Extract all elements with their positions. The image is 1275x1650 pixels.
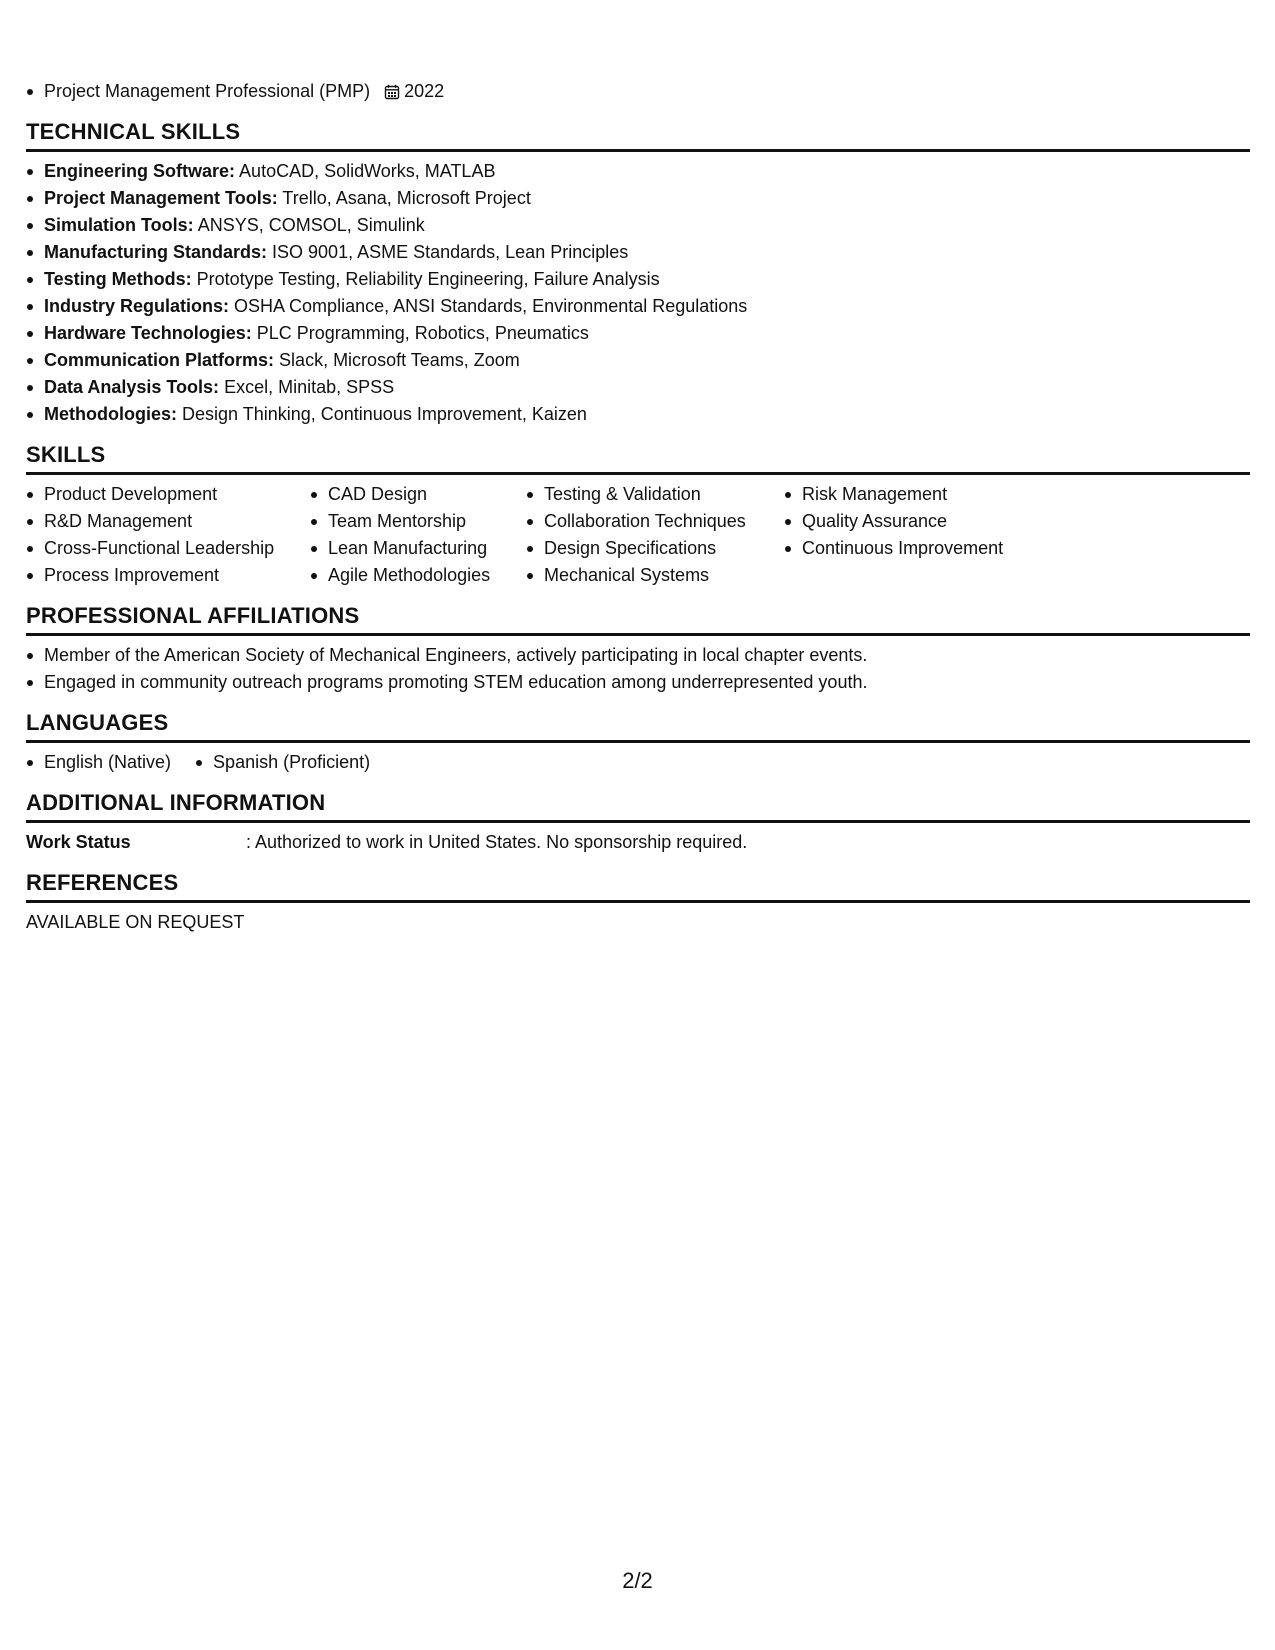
list-item bbox=[26, 266, 1250, 293]
list-item: Collaboration Techniques bbox=[526, 508, 766, 535]
list-item: Engaged in community outreach programs promoting STEM education among underrepresented youth. bbox=[26, 669, 1250, 696]
certification-item bbox=[26, 78, 1250, 105]
skill-value: Excel, Minitab, SPSS bbox=[224, 377, 395, 397]
list-item: Product Development bbox=[26, 481, 292, 508]
resume-page bbox=[26, 78, 1250, 936]
languages-list bbox=[26, 749, 1250, 776]
work-status-row bbox=[26, 829, 1250, 856]
work-status-value: : Authorized to work in United States. No sponsorship required. bbox=[246, 832, 748, 852]
skills-heading: SKILLS bbox=[26, 428, 1250, 475]
skill-label: Engineering Software: bbox=[44, 161, 236, 181]
references-heading: REFERENCES bbox=[26, 856, 1250, 903]
list-item: Agile Methodologies bbox=[310, 562, 508, 589]
list-item bbox=[26, 293, 1250, 320]
language-item: English (Native) bbox=[26, 749, 171, 776]
list-item bbox=[26, 158, 1250, 185]
skill-label: Hardware Technologies: bbox=[44, 323, 252, 343]
list-item: Risk Management bbox=[784, 481, 1024, 508]
languages-heading: LANGUAGES bbox=[26, 696, 1250, 743]
list-item: Team Mentorship bbox=[310, 508, 508, 535]
skill-label: Methodologies: bbox=[44, 404, 177, 424]
list-item: Member of the American Society of Mechanical Engineers, actively participating in local chapter events. bbox=[26, 642, 1250, 669]
skill-label: Data Analysis Tools: bbox=[44, 377, 220, 397]
certification-list bbox=[26, 78, 1250, 105]
skill-value: Prototype Testing, Reliability Engineering, Failure Analysis bbox=[196, 269, 660, 289]
skill-value: AutoCAD, SolidWorks, MATLAB bbox=[239, 161, 496, 181]
skill-value: ANSYS, COMSOL, Simulink bbox=[197, 215, 425, 235]
list-item bbox=[26, 212, 1250, 239]
list-item: Quality Assurance bbox=[784, 508, 1024, 535]
list-item: R&D Management bbox=[26, 508, 292, 535]
list-item: Cross-Functional Leadership bbox=[26, 535, 292, 562]
skill-value: Trello, Asana, Microsoft Project bbox=[282, 188, 531, 208]
list-item: Testing & Validation bbox=[526, 481, 766, 508]
list-item bbox=[26, 347, 1250, 374]
list-item: Process Improvement bbox=[26, 562, 292, 589]
skills-column bbox=[26, 481, 292, 589]
list-item bbox=[26, 320, 1250, 347]
list-item: Lean Manufacturing bbox=[310, 535, 508, 562]
list-item: Continuous Improvement bbox=[784, 535, 1024, 562]
affiliations-list bbox=[26, 642, 1250, 696]
skill-label: Testing Methods: bbox=[44, 269, 192, 289]
skill-label: Simulation Tools: bbox=[44, 215, 194, 235]
skills-column bbox=[526, 481, 766, 589]
skills-column bbox=[310, 481, 508, 589]
technical-skills-list bbox=[26, 158, 1250, 428]
skill-value: Slack, Microsoft Teams, Zoom bbox=[279, 350, 520, 370]
language-item: Spanish (Proficient) bbox=[195, 749, 370, 776]
references-text: AVAILABLE ON REQUEST bbox=[26, 912, 245, 932]
skill-value: ISO 9001, ASME Standards, Lean Principles bbox=[272, 242, 629, 262]
certification-name: Project Management Professional (PMP) bbox=[44, 81, 371, 101]
skill-value: OSHA Compliance, ANSI Standards, Environmental Regulations bbox=[234, 296, 748, 316]
page-number: 2/2 bbox=[622, 1568, 653, 1593]
list-item bbox=[26, 239, 1250, 266]
calendar-icon bbox=[384, 84, 400, 100]
work-status-label: Work Status bbox=[26, 832, 131, 852]
skills-grid bbox=[26, 481, 1250, 589]
list-item: CAD Design bbox=[310, 481, 508, 508]
certification-year: 2022 bbox=[404, 81, 445, 101]
skill-label: Project Management Tools: bbox=[44, 188, 278, 208]
skill-label: Manufacturing Standards: bbox=[44, 242, 268, 262]
skills-column bbox=[784, 481, 1024, 589]
affiliations-heading: PROFESSIONAL AFFILIATIONS bbox=[26, 589, 1250, 636]
list-item bbox=[26, 185, 1250, 212]
additional-info-heading: ADDITIONAL INFORMATION bbox=[26, 776, 1250, 823]
skill-label: Communication Platforms: bbox=[44, 350, 275, 370]
list-item: Mechanical Systems bbox=[526, 562, 766, 589]
skill-value: Design Thinking, Continuous Improvement, Kaizen bbox=[182, 404, 587, 424]
technical-skills-heading: TECHNICAL SKILLS bbox=[26, 105, 1250, 152]
list-item: Design Specifications bbox=[526, 535, 766, 562]
list-item bbox=[26, 401, 1250, 428]
list-item bbox=[26, 374, 1250, 401]
skill-value: PLC Programming, Robotics, Pneumatics bbox=[256, 323, 589, 343]
skill-label: Industry Regulations: bbox=[44, 296, 230, 316]
